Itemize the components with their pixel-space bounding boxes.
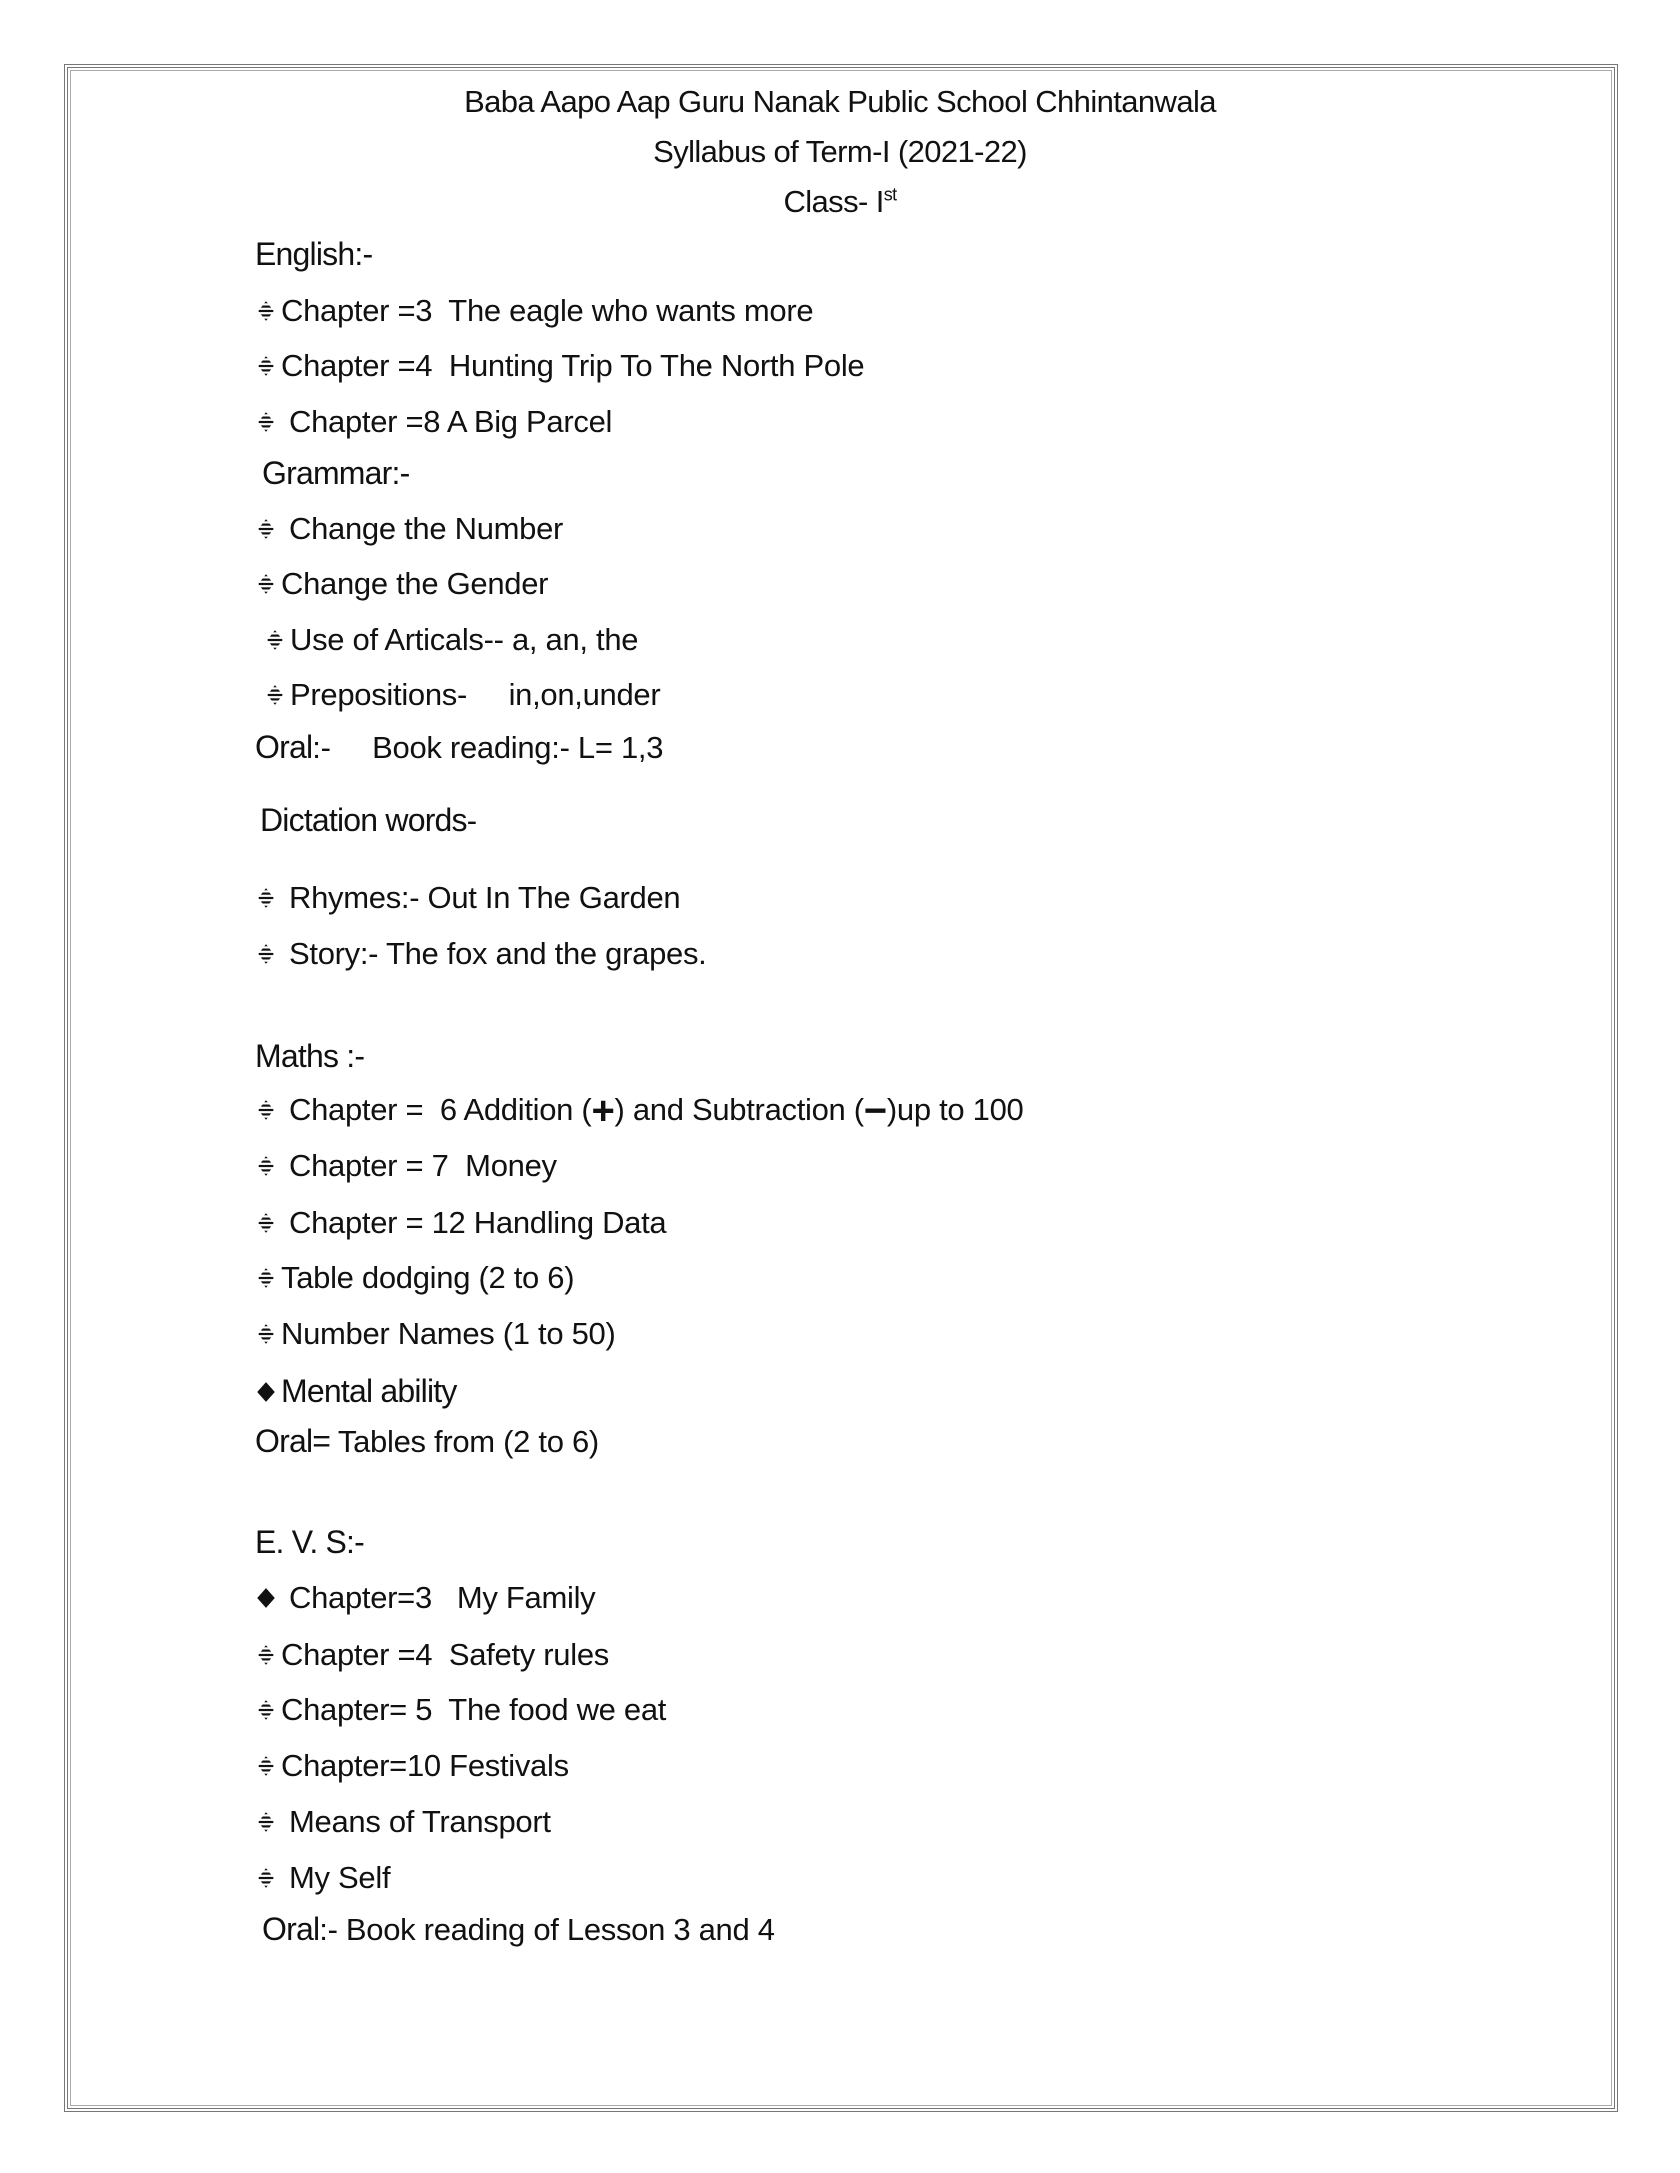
- list-item: Prepositions- in,on,under: [264, 677, 660, 713]
- diamond-bullet-icon: [264, 684, 286, 706]
- plus-icon: +: [591, 1089, 615, 1133]
- diamond-bullet-icon: [255, 518, 277, 540]
- list-item: Table dodging (2 to 6): [255, 1260, 574, 1296]
- diamond-bullet-icon: [255, 1323, 277, 1345]
- list-item: Chapter = 7 Money: [255, 1148, 557, 1184]
- diamond-bullet-icon: [255, 1755, 277, 1777]
- evs-oral: Oral:- Book reading of Lesson 3 and 4: [262, 1911, 775, 1947]
- diamond-bullet-icon: [255, 943, 277, 965]
- dictation-heading: Dictation words-: [260, 802, 477, 838]
- grammar-heading: Grammar:-: [262, 455, 410, 491]
- list-item: Chapter=10 Festivals: [255, 1748, 569, 1784]
- list-item: Use of Articals-- a, an, the: [264, 622, 638, 658]
- maths-heading: Maths :-: [255, 1038, 365, 1074]
- list-item: Change the Number: [255, 511, 563, 547]
- list-item: Chapter = 6 Addition (+) and Subtraction (−)up to 100: [255, 1092, 1024, 1128]
- diamond-bullet-icon: [255, 887, 277, 909]
- diamond-bullet-icon: [264, 629, 286, 651]
- diamond-bullet-icon: [255, 1644, 277, 1666]
- minus-icon: −: [863, 1089, 887, 1133]
- list-item: My Self: [255, 1860, 390, 1896]
- english-heading: English:-: [255, 236, 373, 272]
- list-item: Chapter =8 A Big Parcel: [255, 404, 612, 440]
- diamond-bullet-icon: [255, 411, 277, 433]
- class-text: Class- I: [783, 184, 884, 219]
- english-oral: Oral:- Book reading:- L= 1,3: [255, 729, 664, 765]
- class-label: [0, 184, 1680, 220]
- list-item: Chapter =4 Hunting Trip To The North Pole: [255, 348, 864, 384]
- list-item: Means of Transport: [255, 1804, 551, 1840]
- list-item: Number Names (1 to 50): [255, 1316, 616, 1352]
- list-item: Change the Gender: [255, 566, 548, 602]
- list-item: Chapter=3 My Family: [255, 1580, 595, 1616]
- diamond-bullet-icon: [255, 1867, 277, 1889]
- diamond-bullet-icon: [255, 1699, 277, 1721]
- diamond-bullet-icon: [255, 300, 277, 322]
- diamond-bullet-icon: [255, 1267, 277, 1289]
- class-sup: st: [883, 184, 897, 205]
- list-item: Chapter =4 Safety rules: [255, 1637, 609, 1673]
- diamond-bullet-icon: [255, 573, 277, 595]
- syllabus-title: Syllabus of Term-I (2021-22): [653, 134, 1027, 169]
- list-item: Chapter = 12 Handling Data: [255, 1205, 666, 1241]
- diamond-filled-icon: [255, 1587, 277, 1609]
- list-item: Story:- The fox and the grapes.: [255, 936, 706, 972]
- diamond-bullet-icon: [255, 1155, 277, 1177]
- list-item: Rhymes:- Out In The Garden: [255, 880, 680, 916]
- diamond-bullet-icon: [255, 1212, 277, 1234]
- list-item: Chapter =3 The eagle who wants more: [255, 293, 813, 329]
- diamond-filled-icon: [255, 1381, 277, 1403]
- evs-heading: E. V. S:-: [255, 1524, 365, 1560]
- diamond-bullet-icon: [255, 1099, 277, 1121]
- maths-oral: Oral= Tables from (2 to 6): [255, 1423, 599, 1459]
- list-item: Chapter= 5 The food we eat: [255, 1692, 666, 1728]
- school-name: Baba Aapo Aap Guru Nanak Public School Chhintanwala: [464, 84, 1216, 119]
- diamond-bullet-icon: [255, 1811, 277, 1833]
- mental-ability: Mental ability: [255, 1373, 457, 1409]
- diamond-bullet-icon: [255, 355, 277, 377]
